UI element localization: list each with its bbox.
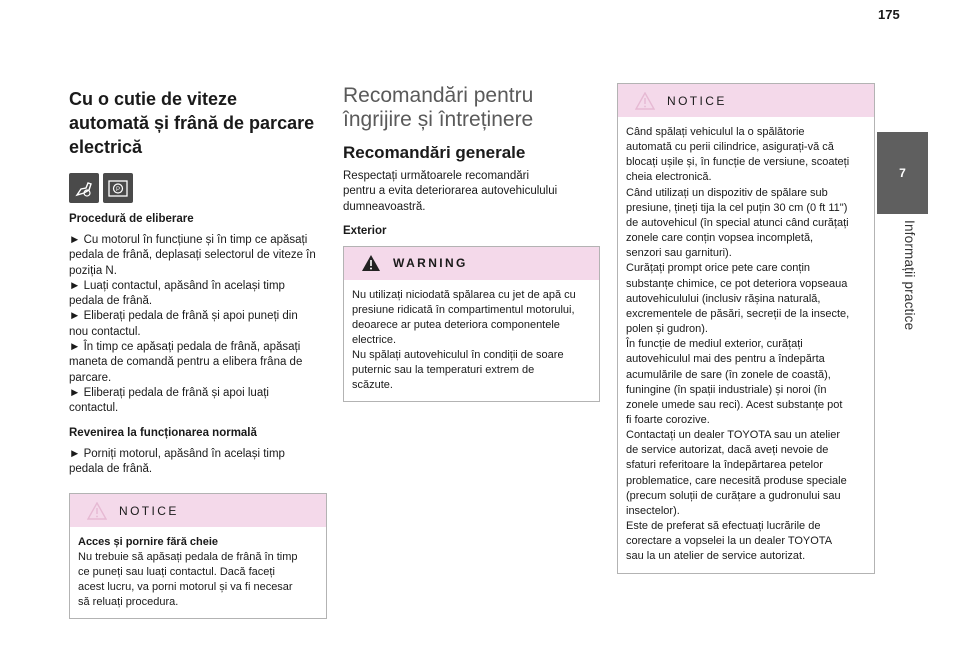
notice-icon	[635, 92, 655, 110]
notice-header	[70, 494, 326, 527]
notice-icon	[87, 502, 107, 520]
resume-steps: ► Porniți motorul, apăsând în același timp pedala de frână.	[69, 447, 285, 475]
icon-row	[69, 173, 327, 203]
general-text: Respectați următoarele recomandări pentru a evita deteriorarea autovehiculului dumneavoastră.	[343, 170, 558, 213]
notice-box	[69, 493, 327, 619]
column-left	[69, 80, 327, 619]
notice-body: Când spălați vehiculul la o spălătorie automată cu perii cilindrice, asigurați-vă că blocați ușile și, în funcție de versiune, scoateți cheia electronică. Când utilizați un dispozitiv de spălare sub presiune, țineți tija la cel puțin 30 cm (0 ft 11") de autovehicul (în special atunci când curățați zonele care conțin vopsea incompletă, senzori sau garnituri). Curățați prompt orice pete care conțin substanțe chimice, ce pot deteriora vopseaua autovehiculului (inclusiv rășina naturală, excrementele de păsări, secreții de la insecte, polen și gudron). În funcție de mediul exterior, curățați autovehiculul mai des pentru a îndepărta acumulările de sare (în zonele de coastă), funingine (în spații industriale) și noroi (în zonele umede sau reci). Acest substanțe pot fi foarte corozive. Contactați un dealer TOYOTA sau un atelier de service autorizat, dacă aveți nevoie de sfaturi referitoare la îndepărtarea petelor problematice, care necesită produse speciale (precum soluții de curățare a gudronului sau insectelor). Este de preferat să efectuați lucrările de corectare a vopselei la un dealer TOYOTA sau la un atelier de service autorizat.	[626, 126, 850, 563]
resume-title: Revenirea la funcționarea normală	[69, 426, 257, 439]
page-number: 175	[878, 7, 900, 22]
warning-body: Nu utilizați niciodată spălarea cu jet de apă cu presiune ridicată în compartimentul motorului, deoarece ar putea deteriora componentele electrice. Nu spălați autovehiculul în condiții de soare puternic sau la temperaturi extrem de scăzute.	[352, 288, 576, 391]
exterior-title: Exterior	[343, 224, 387, 237]
column-right	[617, 83, 875, 574]
foot-on-brake-icon	[69, 173, 99, 203]
warning-label: WARNING	[393, 256, 468, 271]
chapter-title: Informații practice	[902, 220, 917, 331]
notice-header	[618, 84, 874, 117]
svg-text:P: P	[115, 187, 121, 193]
release-steps: ► Cu motorul în funcțiune și în timp ce apăsați pedala de frână, deplasați selectorul de viteze în poziția N. ► Luați contactul, apăsând în același timp pedala de frână. ► Eliberați pedala de frână și apoi puneți din nou contactul. ► În timp ce apăsați pedala de frână, apăsați maneta de comandă pentru a elibera frâna de parcare. ► Eliberați pedala de frână și apoi luați contactul.	[69, 234, 316, 415]
release-title: Procedură de eliberare	[69, 213, 194, 225]
notice-box-cleaning	[617, 83, 875, 574]
general-title: Recomandări generale	[343, 143, 526, 162]
warning-box	[343, 246, 600, 402]
section-heading: Cu o cutie de viteze automată și frână de parcare electrică	[69, 89, 315, 157]
chapter-section-heading: Recomandări pentru îngrijire și întreținere	[343, 84, 534, 131]
notice-body: Acces și pornire fără cheie Nu trebuie să apăsați pedala de frână în timp ce puneți sau luați contactul. Dacă faceți acest lucru, va porni motorul și va fi necesar să reluați procedura.	[78, 536, 298, 609]
parking-p-icon	[103, 173, 133, 203]
notice-label: NOTICE	[119, 503, 179, 518]
chapter-tab[interactable]: 7	[877, 132, 928, 214]
warning-icon	[361, 254, 381, 272]
notice-label: NOTICE	[667, 93, 727, 108]
column-middle	[343, 80, 600, 402]
warning-header	[344, 247, 599, 280]
